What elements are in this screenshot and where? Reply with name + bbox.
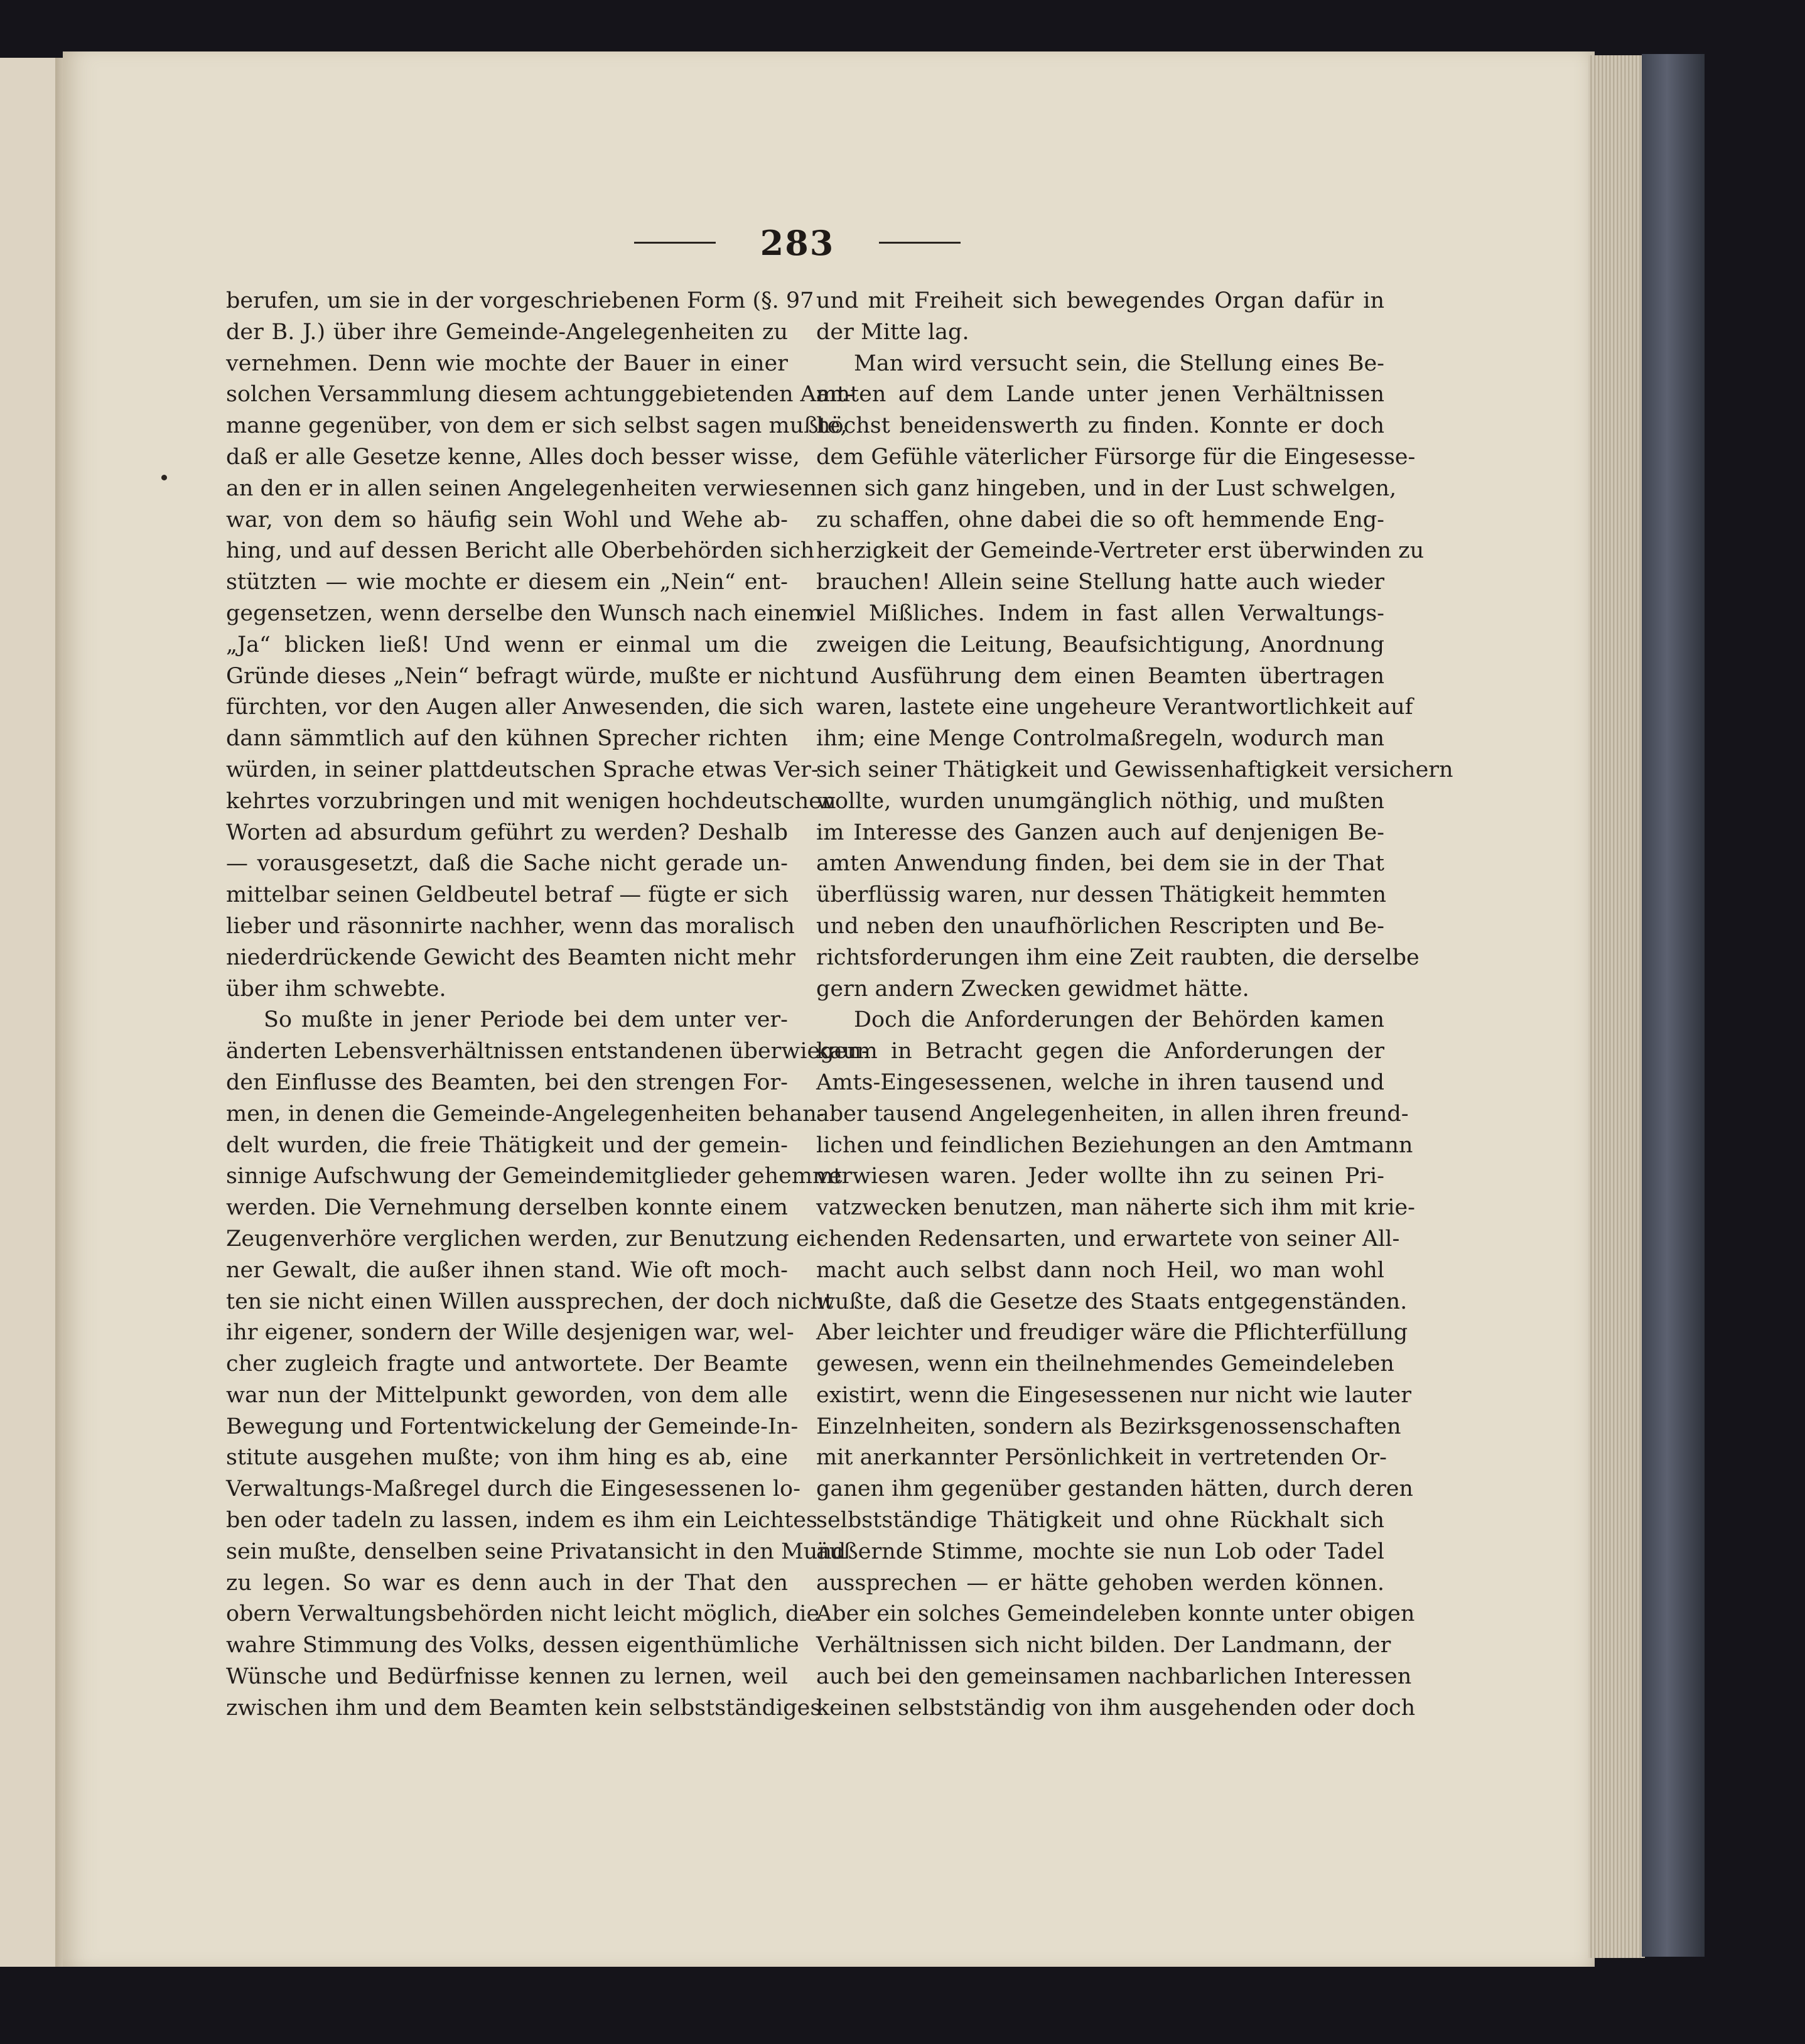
text-line: ten sie nicht einen Willen aussprechen, der doch nicht <box>226 1289 834 1314</box>
text-line: ben oder tadeln zu lassen, indem es ihm ein Leichtes <box>226 1508 817 1533</box>
text-line: macht auch selbst dann noch Heil, wo man wohl <box>816 1257 1384 1283</box>
text-line: berufen, um sie in der vorgeschriebenen Form (§. 97 <box>226 288 814 313</box>
book-cover-edge <box>1642 54 1705 1957</box>
text-line: mit anerkannter Persönlichkeit in vertretenden Or- <box>816 1445 1387 1471</box>
text-line: wahre Stimmung des Volks, dessen eigenthümliche <box>226 1633 799 1658</box>
text-line: und Ausführung dem einen Beamten übertragen <box>816 663 1384 689</box>
text-line: ihr eigener, sondern der Wille desjenigen war, wel- <box>226 1320 794 1346</box>
text-line: änderten Lebensverhältnissen entstandenen überwiegen- <box>226 1039 869 1064</box>
text-line: sein mußte, denselben seine Privatansicht in den Mund <box>226 1538 846 1564</box>
text-line: — vorausgesetzt, daß die Sache nicht gerade un- <box>226 851 788 877</box>
text-line: ihm; eine Menge Controlmaßregeln, wodurch man <box>816 726 1384 752</box>
text-line: wollte, wurden unumgänglich nöthig, und mußten <box>816 788 1384 814</box>
text-line: Gründe dieses „Nein“ befragt würde, mußte er nicht <box>226 663 815 689</box>
text-line: waren, lastete eine ungeheure Verantwortlichkeit auf <box>816 695 1413 720</box>
text-line: fürchten, vor den Augen aller Anwesenden, die sich <box>226 695 804 720</box>
text-line: brauchen! Allein seine Stellung hatte auch wieder <box>816 570 1384 595</box>
text-line: Worten ad absurdum geführt zu werden? Deshalb <box>226 819 788 845</box>
page-header <box>628 223 967 261</box>
text-line: kaum in Betracht gegen die Anforderungen der <box>816 1039 1384 1064</box>
text-line: aussprechen — er hätte gehoben werden können. <box>816 1570 1384 1596</box>
text-line: Aber leichter und freudiger wäre die Pflichterfüllung <box>816 1320 1408 1346</box>
text-line: herzigkeit der Gemeinde-Vertreter erst überwinden zu <box>816 538 1425 564</box>
text-line: Einzelnheiten, sondern als Bezirksgenossenschaften <box>816 1414 1401 1439</box>
text-line: wußte, daß die Gesetze des Staats entgegenständen. <box>816 1289 1408 1314</box>
text-line: zu legen. So war es denn auch in der That den <box>226 1570 788 1596</box>
text-line: sinnige Aufschwung der Gemeindemitglieder gehemmt <box>226 1164 843 1189</box>
text-line: Verwaltungs-Maßregel durch die Eingesessenen lo- <box>226 1476 800 1502</box>
text-line: gewesen, wenn ein theilnehmendes Gemeindeleben <box>816 1351 1394 1377</box>
text-line: kehrtes vorzubringen und mit wenigen hochdeutschen <box>226 788 836 814</box>
text-line: war nun der Mittelpunkt geworden, von dem alle <box>226 1382 788 1408</box>
text-line: stitute ausgehen mußte; von ihm hing es ab, eine <box>226 1445 788 1471</box>
text-line: im Interesse des Ganzen auch auf denjenigen Be- <box>816 819 1384 845</box>
text-line: lichen und feindlichen Beziehungen an den Amtmann <box>816 1132 1413 1158</box>
text-line: und neben den unaufhörlichen Rescripten und Be- <box>816 913 1384 939</box>
text-line: stützten — wie mochte er diesem ein „Nein“ ent- <box>226 570 788 595</box>
text-line: Man wird versucht sein, die Stellung eines Be- <box>854 350 1384 376</box>
text-line: Verhältnissen sich nicht bilden. Der Landmann, der <box>816 1633 1391 1658</box>
text-line: und mit Freiheit sich bewegendes Organ dafür in <box>816 288 1384 313</box>
text-line: überflüssig waren, nur dessen Thätigkeit hemmten <box>816 882 1387 908</box>
text-line: cher zugleich fragte und antwortete. Der Beamte <box>226 1351 788 1377</box>
text-line: amten auf dem Lande unter jenen Verhältnissen <box>816 382 1384 408</box>
text-line: chenden Redensarten, und erwartete von seiner All- <box>816 1226 1400 1252</box>
text-line: gern andern Zwecken gewidmet hätte. <box>816 976 1249 1002</box>
text-line: dann sämmtlich auf den kühnen Sprecher richten <box>226 726 788 752</box>
text-line: Zeugenverhöre verglichen werden, zur Benutzung ei- <box>226 1226 824 1252</box>
text-line: vatzwecken benutzen, man näherte sich ihm mit krie- <box>816 1195 1415 1221</box>
text-line: daß er alle Gesetze kenne, Alles doch besser wisse, <box>226 444 800 470</box>
text-line: richtsforderungen ihm eine Zeit raubten, die derselbe <box>816 944 1420 970</box>
text-line: Doch die Anforderungen der Behörden kamen <box>854 1007 1384 1033</box>
ink-speck <box>161 475 167 480</box>
text-line: Wünsche und Bedürfnisse kennen zu lernen, weil <box>226 1664 788 1690</box>
text-line: ganen ihm gegenüber gestanden hätten, durch deren <box>816 1476 1413 1502</box>
text-line: keinen selbstständig von ihm ausgehenden oder doch <box>816 1695 1416 1721</box>
text-line: den Einflusse des Beamten, bei den strengen For- <box>226 1069 788 1095</box>
text-line: ner Gewalt, die außer ihnen stand. Wie oft moch- <box>226 1257 788 1283</box>
text-line: viel Mißliches. Indem in fast allen Verwaltungs- <box>816 600 1384 626</box>
left-page-edge <box>0 58 57 1967</box>
text-line: Amts-Eingesessenen, welche in ihren tausend und <box>816 1069 1384 1095</box>
text-line: selbstständige Thätigkeit und ohne Rückhalt sich <box>816 1508 1384 1533</box>
header-rule-right <box>879 242 961 244</box>
text-line: niederdrückende Gewicht des Beamten nicht mehr <box>226 944 795 970</box>
text-line: zu schaffen, ohne dabei die so oft hemmende Eng- <box>816 507 1384 533</box>
page-number: 283 <box>760 223 835 263</box>
text-line: äußernde Stimme, mochte sie nun Lob oder Tadel <box>816 1538 1384 1564</box>
text-line: men, in denen die Gemeinde-Angelegenheiten behan- <box>226 1101 824 1127</box>
text-line: dem Gefühle väterlicher Fürsorge für die Eingesesse- <box>816 444 1416 470</box>
text-line: nen sich ganz hingeben, und in der Lust schwelgen, <box>816 475 1397 501</box>
text-line: amten Anwendung finden, bei dem sie in der That <box>816 851 1384 877</box>
page-stack-edge <box>1588 55 1645 1958</box>
text-line: höchst beneidenswerth zu finden. Konnte er doch <box>816 413 1384 439</box>
text-line: existirt, wenn die Eingesessenen nur nicht wie lauter <box>816 1382 1411 1408</box>
text-line: sich seiner Thätigkeit und Gewissenhaftigkeit versichern <box>816 757 1453 782</box>
text-line: hing, und auf dessen Bericht alle Oberbehörden sich <box>226 538 815 564</box>
text-line: der Mitte lag. <box>816 319 969 345</box>
text-column-left <box>226 286 869 1724</box>
text-line: solchen Versammlung diesem achtunggebietenden Amt- <box>226 382 854 408</box>
text-line: „Ja“ blicken ließ! Und wenn er einmal um die <box>226 632 788 657</box>
text-line: zwischen ihm und dem Beamten kein selbstständiges <box>226 1695 822 1721</box>
text-line: So mußte in jener Periode bei dem unter ver- <box>264 1007 788 1033</box>
text-line: manne gegenüber, von dem er sich selbst sagen mußte, <box>226 413 848 439</box>
text-line: zweigen die Leitung, Beaufsichtigung, Anordnung <box>816 632 1384 657</box>
text-line: an den er in allen seinen Angelegenheiten verwiesen <box>226 475 817 501</box>
text-line: werden. Die Vernehmung derselben konnte einem <box>226 1195 788 1221</box>
text-line: der B. J.) über ihre Gemeinde-Angelegenheiten zu <box>226 319 788 345</box>
text-line: obern Verwaltungsbehörden nicht leicht möglich, die <box>226 1601 820 1627</box>
text-line: delt wurden, die freie Thätigkeit und der gemein- <box>226 1132 788 1158</box>
text-line: war, von dem so häufig sein Wohl und Wehe ab- <box>226 507 788 533</box>
text-line: Aber ein solches Gemeindeleben konnte unter obigen <box>816 1601 1415 1627</box>
text-line: verwiesen waren. Jeder wollte ihn zu seinen Pri- <box>816 1164 1384 1189</box>
text-line: lieber und räsonnirte nachher, wenn das moralisch <box>226 913 795 939</box>
text-line: aber tausend Angelegenheiten, in allen ihren freund- <box>816 1101 1409 1127</box>
text-line: vernehmen. Denn wie mochte der Bauer in einer <box>226 350 788 376</box>
text-line: gegensetzen, wenn derselbe den Wunsch nach einem <box>226 600 822 626</box>
text-line: auch bei den gemeinsamen nachbarlichen Interessen <box>816 1664 1412 1690</box>
text-line: Bewegung und Fortentwickelung der Gemeinde-In- <box>226 1414 799 1439</box>
text-line: über ihm schwebte. <box>226 976 446 1002</box>
text-line: mittelbar seinen Geldbeutel betraf — fügte er sich <box>226 882 789 908</box>
text-line: würden, in seiner plattdeutschen Sprache etwas Ver- <box>226 757 819 782</box>
text-column-right <box>816 286 1453 1724</box>
